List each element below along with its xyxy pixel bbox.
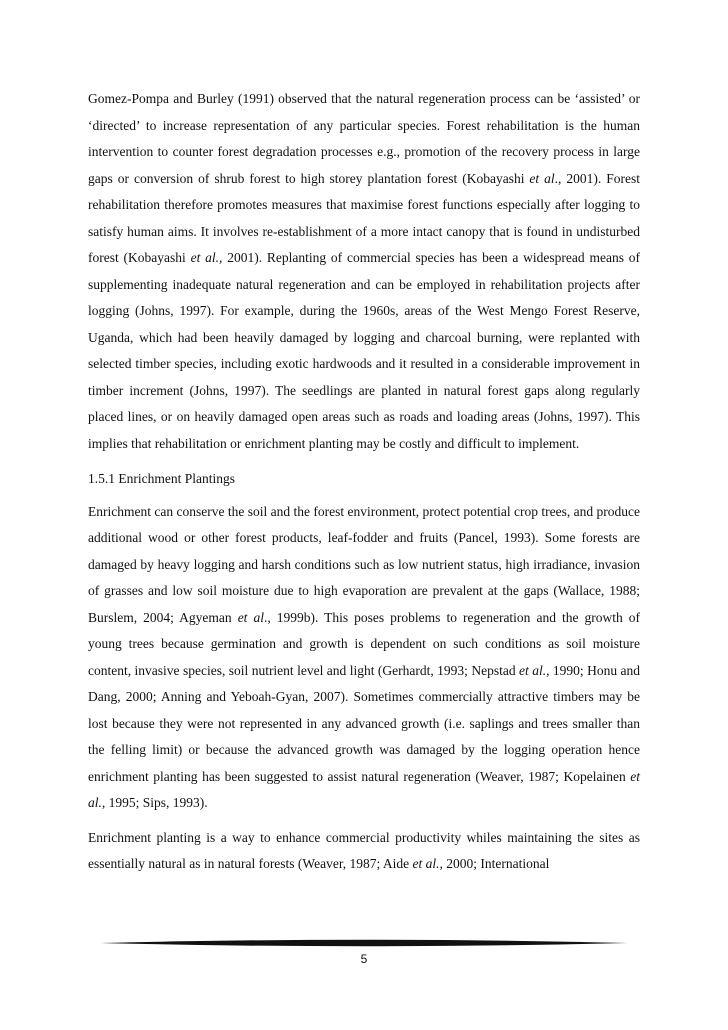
- text-run: 2001). Replanting of commercial species has been a widespread means of supplementing inadequate natural regeneration and can be employed in rehabilitation projects after logging (Johns, 1997). For example, during the 1960s, areas of the West Mengo Forest Reserve, Uganda, which had been heavily damaged by logging and charcoal burning, were replanted with selected timber species, including exotic hardwoods and it resulted in a considerable improvement in timber increment (Johns, 1997). The seedlings are planted in natural forest gaps along regularly placed lines, or on heavily damaged open areas such as roads and loading areas (Johns, 1997). This implies that rehabilitation or enrichment planting may be costly and difficult to implement.: [88, 250, 640, 451]
- text-run: 2000; International: [442, 856, 550, 871]
- paragraph-enrichment: [88, 499, 640, 817]
- paragraph-rehabilitation: [88, 86, 640, 457]
- text-run: Enrichment can conserve the soil and the forest environment, protect potential crop trees, and produce additional wood or other forest products, leaf-fodder and fruits (Pancel, 1993). Some forests are damaged by heavy logging and harsh conditions such as low nutrient status, high irradiance, invasion of grasses and low soil moisture due to high evaporation are prevalent at the gaps (Wallace, 1988; Burslem, 2004; Agyeman: [88, 503, 640, 625]
- text-run: Gomez-Pompa and Burley (1991) observed that the natural regeneration process can be ‘assisted’ or ‘directed’ to increase representation of any particular species. Forest rehabilitation is the human intervention to counter forest degradation processes e.g., promotion of the recovery process in large gaps or conversion of shrub forest to high storey plantation forest (Kobayashi: [88, 91, 640, 186]
- text-run: ., 1999b). This poses problems to regeneration and the growth of young trees because germination and growth is dependent on such conditions as soil moisture content, invasive species, soil nutrient level and light (Gerhardt, 1993; Nepstad: [88, 609, 640, 678]
- page-number: 5: [360, 952, 368, 966]
- section-heading: 1.5.1 Enrichment Plantings: [88, 471, 235, 486]
- text-run: 1995; Sips, 1993).: [105, 795, 208, 810]
- text-run: ., 2001). Forest rehabilitation therefore promotes measures that maximise forest functions especially after logging to satisfy human aims. It involves re-establishment of a more intact canopy that is found in undisturbed forest (Kobayashi: [88, 170, 640, 265]
- footer-rule: [100, 938, 628, 948]
- italic-citation: et al.,: [519, 662, 550, 678]
- document-body: [88, 86, 640, 878]
- italic-citation: et al: [529, 170, 555, 186]
- italic-citation: et al.,: [88, 768, 640, 810]
- text-run: Enrichment planting is a way to enhance commercial productivity whiles maintaining the sites as essentially natural as in natural forests (Weaver, 1987; Aide: [88, 829, 640, 871]
- text-run: 1990; Honu and Dang, 2000; Anning and Yeboah-Gyan, 2007). Sometimes commercially attractive timbers may be lost because they were not represented in any advanced growth (i.e. saplings and trees smaller than the felling limit) or because the advanced growth was damaged by the logging operation hence enrichment planting has been suggested to assist natural regeneration (Weaver, 1987; Kopelainen: [88, 662, 640, 784]
- italic-citation: et al.,: [412, 856, 443, 871]
- paragraph-enrichment-planting: [88, 825, 640, 878]
- italic-citation: et al: [237, 609, 264, 625]
- italic-citation: et al.,: [190, 250, 223, 265]
